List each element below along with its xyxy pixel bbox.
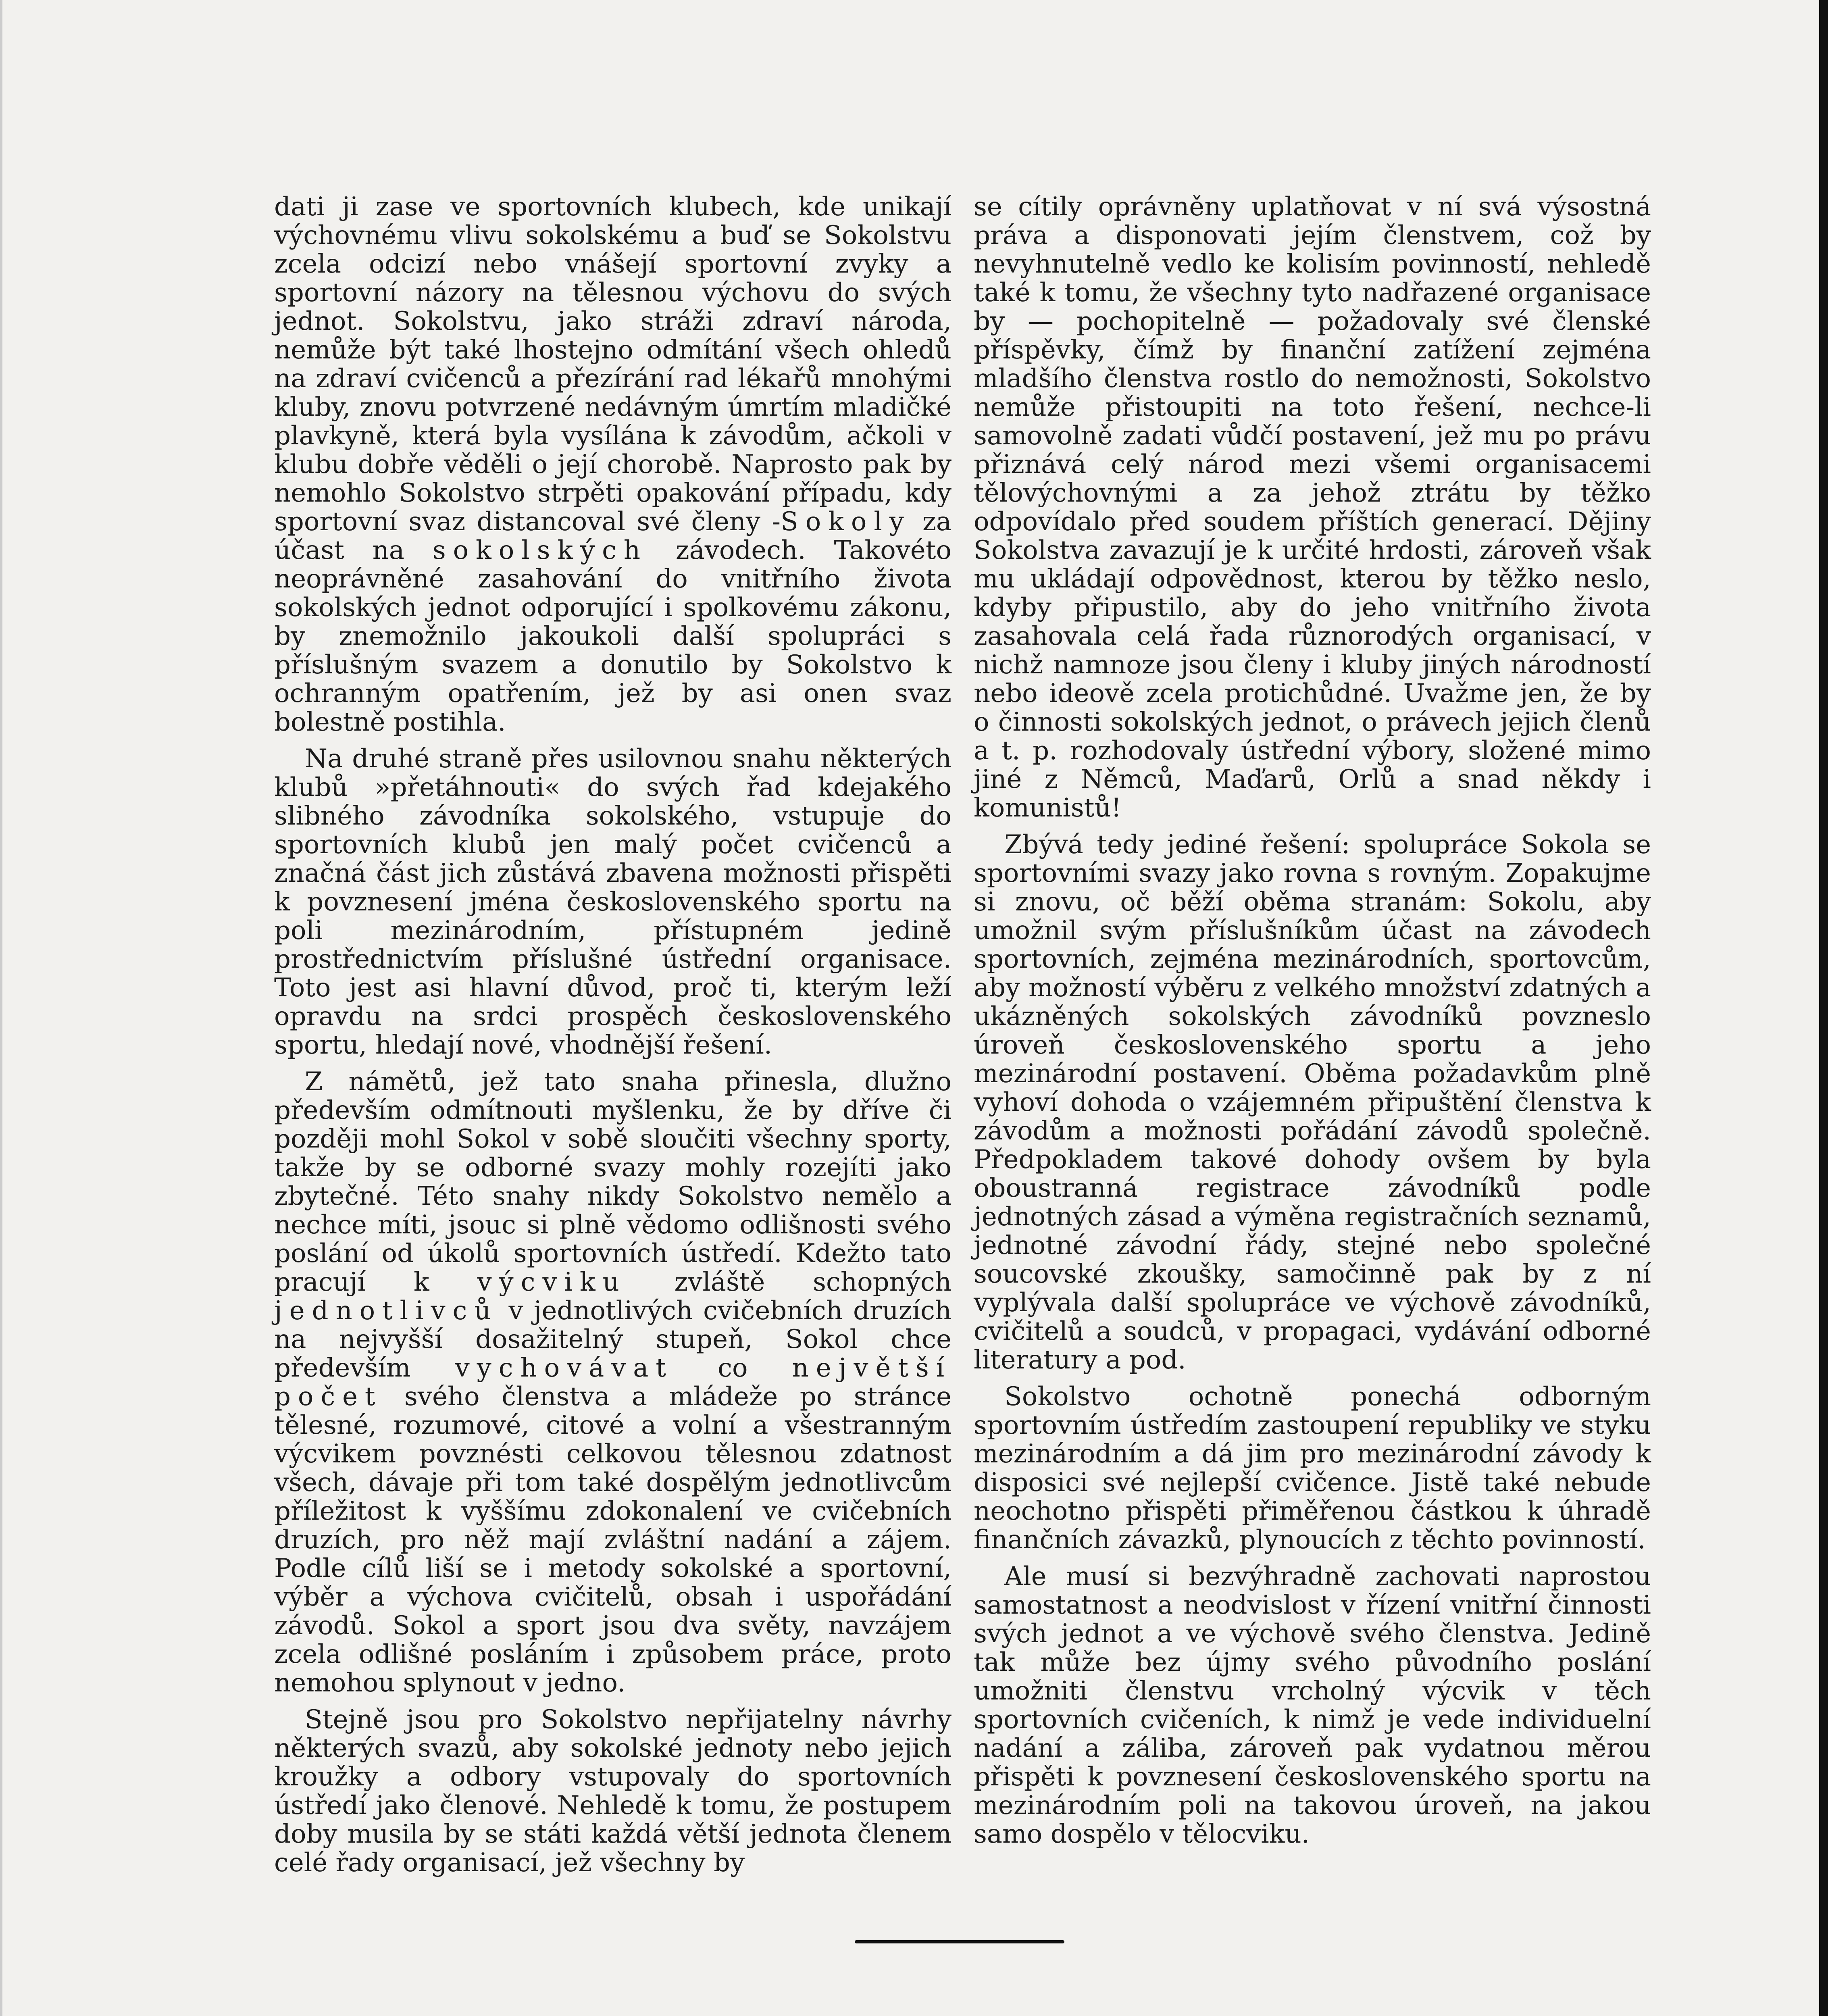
scan-edge-left — [0, 0, 2, 2016]
right-text-column — [974, 193, 1651, 1849]
section-end-rule — [855, 1940, 1064, 1943]
paragraph-text: závodech. Takovéto neoprávněné zasahování do vnitřního života sokolských jednot odporující i spolkovému zákonu, by znemožnilo jakoukoli další spolupráci s příslušným svazem a donutilo by Sokolstvo k ochranným opatřením, jež by asi onen svaz bolestně postihla. — [274, 535, 952, 737]
paragraph: Stejně jsou pro Sokolstvo nepřijatelny návrhy některých svazů, aby sokolské jednoty nebo jejich kroužky a odbory vstupovaly do sportovních ústředí jako členové. Nehledě k tomu, že postupem doby musila by se státi každá větší jednota členem celé řady organisací, jež všechny by — [274, 1705, 951, 1878]
spaced-emphasis: vychovávat — [455, 1353, 674, 1383]
spaced-emphasis: největší počet — [274, 1353, 952, 1412]
paragraph-text: svého členstva a mládeže po stránce tělesné, rozumové, citové a volní a všestranným výcvikem povznésti celkovou tělesnou zdatnost všech, dávaje při tom také dospělým jednotlivcům příležitost k vyššímu zdokonalení ve cvičebních druzích, pro něž mají zvláštní nadání a zájem. Podle cílů liší se i metody sokolské a sportovní, výběr a výchova cvičitelů, obsah i uspořádání závodů. Sokol a sport jsou dva světy, navzájem zcela odlišné posláním i způsobem práce, proto nemohou splynout v jedno. — [274, 1382, 951, 1698]
paragraph: Na druhé straně přes usilovnou snahu některých klubů »přetáhnouti« do svých řad kdejakého slibného závodníka sokolského, vstupuje do sportovních klubů jen malý počet cvičenců a značná část jich zůstává zbavena možnosti přispěti k povznesení jména československého sportu na poli mezinárodním, přístupném jedině prostřednictvím příslušné ústřední organisace. Toto jest asi hlavní důvod, proč ti, kterým leží opravdu na srdci prospěch československého sportu, hledají nové, vhodnější řešení. — [274, 744, 951, 1060]
spaced-emphasis: sokolských — [432, 535, 648, 565]
spaced-emphasis: Sokoly — [780, 507, 911, 537]
paragraph-text: v jednotlivých cvičebních druzích na nejvyšší dosažitelný stupeň, Sokol chce především — [274, 1296, 951, 1383]
spaced-emphasis: jednotlivců — [274, 1296, 498, 1326]
paragraph-text: zvláště schopných — [626, 1267, 952, 1297]
paragraph: Ale musí si bezvýhradně zachovati naprostou samostatnost a neodvislost v řízení vnitřní činnosti svých jednot a ve výchově svého členstva. Jedině tak může bez újmy svého původního poslání umožniti členstvu vrcholný výcvik v těch sportovních cvičeních, k nimž je vede individuelní nadání a záliba, zároveň pak vydatnou měrou přispěti k povznesení československého sportu na mezinárodním poli na takovou úroveň, na jakou samo dospělo v tělocviku. — [974, 1562, 1651, 1849]
paragraph-text: co — [673, 1353, 792, 1383]
left-text-column — [274, 193, 951, 1877]
paragraph-text: dati ji zase ve sportovních klubech, kde unikají výchovnému vlivu sokolskému a buď se Sokolstvu zcela odcizí nebo vnášejí sportovní zvyky a sportovní názory na tělesnou výchovu do svých jednot. Sokolstvu, jako stráži zdraví národa, nemůže být také lhostejno odmítání všech ohledů na zdraví cvičenců a přezírání rad lékařů mnohými kluby, znovu potvrzené nedávným úmrtím mladičké plavkyně, která byla vysílána k závodům, ačkoli v klubu dobře věděli o její chorobě. Naprosto pak by nemohlo Sokolstvo strpěti opakování případu, kdy sportovní svaz distancoval své členy - — [274, 192, 951, 537]
paragraph: Sokolstvo ochotně ponechá odborným sportovním ústředím zastoupení republiky ve styku mezinárodním a dá jim pro mezinárodní závody k disposici své nejlepší cvičence. Jistě také nebude neochotno přispěti přiměřenou částkou k úhradě finančních závazků, plynoucích z těchto povinností. — [974, 1382, 1651, 1555]
paragraph — [274, 1068, 951, 1697]
paragraph — [274, 193, 951, 737]
scan-edge-right — [1819, 0, 1828, 2016]
paragraph-text: Z námětů, jež tato snaha přinesla, dlužno především odmítnouti myšlenku, že by dříve či později mohl Sokol v sobě sloučiti všechny sporty, takže by se odborné svazy mohly rozejíti jako zbytečné. Této snahy nikdy Sokolstvo nemělo a nechce míti, jsouc si plně vědomo odlišnosti svého poslání od úkolů sportovních ústředí. Kdežto tato pracují k — [274, 1067, 951, 1297]
paragraph-text: za účast na — [274, 507, 951, 565]
paragraph: Zbývá tedy jediné řešení: spolupráce Sokola se sportovními svazy jako rovna s rovným. Zopakujme si znovu, oč běží oběma stranám: Sokolu, aby umožnil svým příslušníkům účast na závodech sportovních, zejména mezinárodních, sportovcům, aby možností výběru z velkého množství zdatných a ukázněných sokolských závodníků povzneslo úroveň československého sportu a jeho mezinárodní postavení. Oběma požadavkům plně vyhoví dohoda o vzájemném připuštění členstva k závodům a možnosti pořádání závodů společně. Předpokladem takové dohody ovšem by byla oboustranná registrace závodníků podle jednotných zásad a výměna registračních seznamů, jednotné závodní řády, stejné nebo společné soucovské zkoušky, samočinně pak by z ní vyplývala další spolupráce ve výchově závodníků, cvičitelů a soudců, v propagaci, vydávání odborné literatury a pod. — [974, 830, 1651, 1375]
paragraph: se cítily oprávněny uplatňovat v ní svá výsostná práva a disponovati jejím členstvem, což by nevyhnutelně vedlo ke kolisím povinností, nehledě také k tomu, že všechny tyto nadřazené organisace by — pochopitelně — požadovaly své členské příspěvky, čímž by finanční zatížení zejména mladšího členstva rostlo do nemožnosti, Sokolstvo nemůže přistoupiti na toto řešení, nechce-li samovolně zadati vůdčí postavení, jež mu po právu přiznává celý národ mezi všemi organisacemi tělovýchovnými a za jehož ztrátu by těžko odpovídalo před soudem příštích generací. Dějiny Sokolstva zavazují je k určité hrdosti, zároveň však mu ukládají odpovědnost, kterou by těžko neslo, kdyby připustilo, aby do jeho vnitřního života zasahovala celá řada různorodých organisací, v nichž namnoze jsou členy i kluby jiných národností nebo ideově zcela protichůdné. Uvažme jen, že by o činnosti sokolských jednot, o právech jejich členů a t. p. rozhodovaly ústřední výbory, složené mimo jiné z Němců, Maďarů, Orlů a snad někdy i komunistů! — [974, 192, 1651, 823]
spaced-emphasis: výcviku — [477, 1267, 627, 1297]
